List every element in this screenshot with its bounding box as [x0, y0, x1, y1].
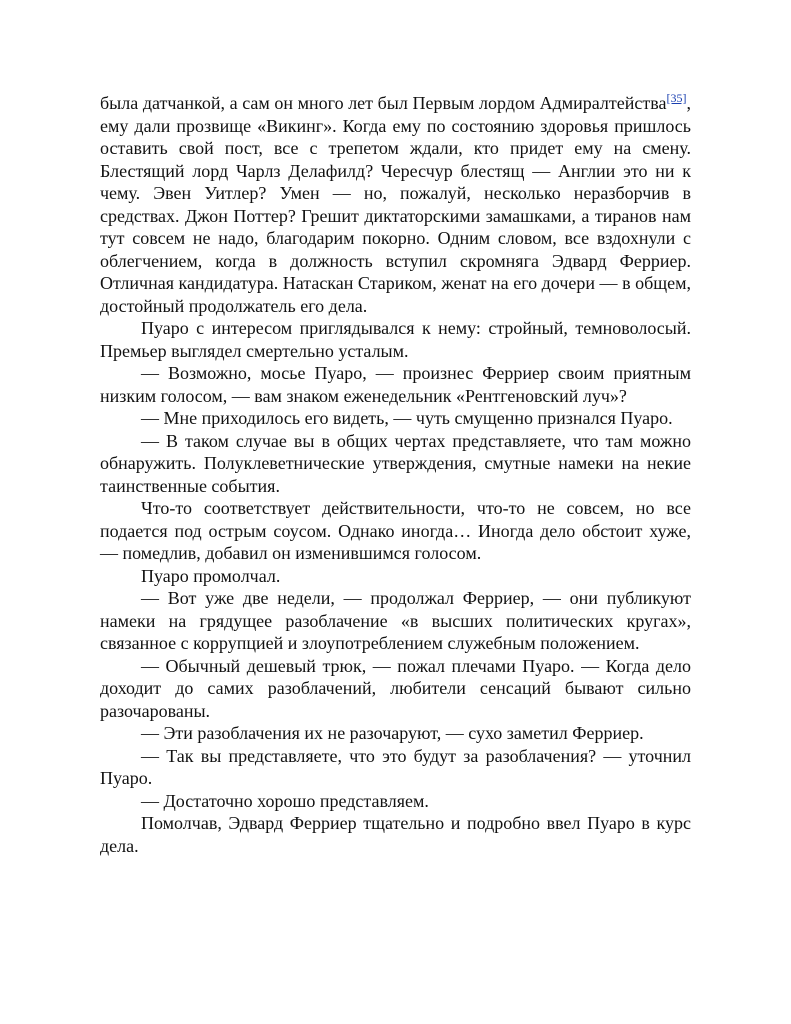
paragraph-1 [100, 92, 691, 317]
paragraph-13: Помолчав, Эдвард Ферриер тщательно и подробно ввел Пуаро в курс дела. [100, 813, 691, 856]
paragraph-8: — Вот уже две недели, — продолжал Ферриер, — они публикуют намеки на грядущее разоблачение «в высших политических кругах», связанное с коррупцией и злоупотреблением служебным положением. [100, 588, 691, 653]
paragraph-3: — Возможно, мосье Пуаро, — произнес Ферриер своим приятным низким голосом, — вам знаком еженедельник «Рентгеновский луч»? [100, 363, 691, 406]
paragraph-2: Пуаро с интересом приглядывался к нему: стройный, темноволосый. Премьер выглядел смертельно усталым. [100, 318, 691, 361]
page-body [100, 92, 691, 857]
paragraph-12: — Достаточно хорошо представляем. [141, 790, 429, 811]
paragraph-1-text-after: , ему дали прозвище «Викинг». Когда ему по состоянию здоровья пришлось оставить свой пост, все с трепетом ждали, кто придет ему на смену. Блестящий лорд Чарлз Делафилд? Чересчур блестящ — Англии это ни к чему. Эвен Уитлер? Умен — но, пожалуй, несколько неразборчив в средствах. Джон Поттер? Грешит диктаторскими замашками, а тиранов нам тут совсем не надо, благодарим покорно. Одним словом, все вздохнули с облегчением, когда в должность вступил скромняга Эдвард Ферриер. Отличная кандидатура. Натаскан Стариком, женат на его дочери — в общем, достойный продолжатель его дела. [100, 93, 691, 316]
paragraph-11: — Так вы представляете, что это будут за разоблачения? — уточнил Пуаро. [100, 745, 691, 788]
paragraph-5: — В таком случае вы в общих чертах представляете, что там можно обнаружить. Полуклеветнические утверждения, смутные намеки на некие таинственные события. [100, 430, 691, 496]
paragraph-9: — Обычный дешевый трюк, — пожал плечами Пуаро. — Когда дело доходит до самих разоблачений, любители сенсаций бывают сильно разочарованы. [100, 655, 691, 721]
paragraph-10: — Эти разоблачения их не разочаруют, — сухо заметил Ферриер. [141, 723, 644, 743]
footnote-link[interactable]: [35] [666, 91, 687, 105]
paragraph-4: — Мне приходилось его видеть, — чуть смущенно признался Пуаро. [141, 408, 673, 428]
paragraph-1-text-before: была датчанкой, а сам он много лет был Первым лордом Адмиралтейства [100, 93, 667, 113]
paragraph-6: Что-то соответствует действительности, что-то не совсем, но все подается под острым соусом. Однако иногда… Иногда дело обстоит хуже, — помедлив, добавил он изменившимся голосом. [100, 498, 691, 563]
paragraph-7: Пуаро промолчал. [141, 565, 281, 586]
